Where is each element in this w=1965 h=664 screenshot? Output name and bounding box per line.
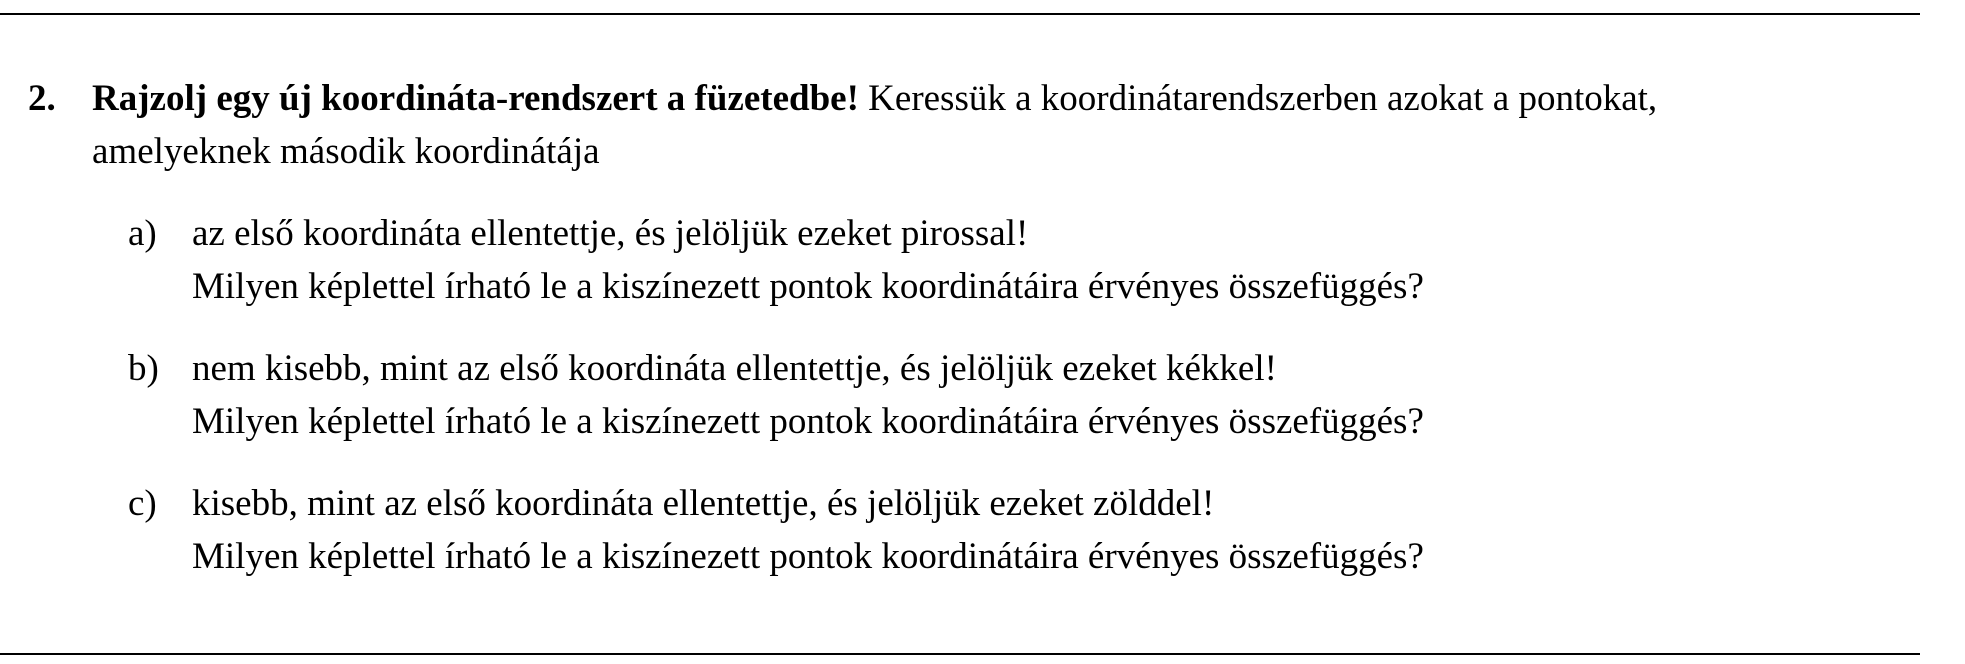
subtask-question: Milyen képlettel írható le a kiszínezett pontok koordinátáira érvényes összefüggés? xyxy=(192,536,1424,577)
subtask-a xyxy=(128,207,1928,313)
subtask-label: a) xyxy=(128,213,157,254)
task-intro-text: Keressük a koordinátarendszerben azokat a pontokat, xyxy=(858,78,1658,119)
subtask-list xyxy=(28,207,1928,583)
task-title: Rajzolj egy új koordináta-rendszert a füzetedbe! xyxy=(92,78,859,119)
task-number: 2. xyxy=(28,78,56,119)
subtask-label: b) xyxy=(128,348,159,389)
bottom-rule xyxy=(0,653,1920,655)
subtask-text: kisebb, mint az első koordináta ellentettje, és jelöljük ezeket zölddel! xyxy=(192,483,1215,524)
subtask-question: Milyen képlettel írható le a kiszínezett pontok koordinátáira érvényes összefüggés? xyxy=(192,401,1424,442)
subtask-text: nem kisebb, mint az első koordináta ellentettje, és jelöljük ezeket kékkel! xyxy=(192,348,1277,389)
subtask-question: Milyen képlettel írható le a kiszínezett pontok koordinátáira érvényes összefüggés? xyxy=(192,266,1424,307)
task-block xyxy=(28,72,1928,612)
subtask-b xyxy=(128,342,1928,448)
task-intro-line-2: amelyeknek második koordinátája xyxy=(92,131,600,172)
subtask-label: c) xyxy=(128,483,157,524)
task-intro-line-1 xyxy=(92,72,1928,125)
subtask-c xyxy=(128,477,1928,583)
task-header xyxy=(28,72,1928,178)
top-rule xyxy=(0,13,1920,15)
subtask-text: az első koordináta ellentettje, és jelöljük ezeket pirossal! xyxy=(192,213,1029,254)
